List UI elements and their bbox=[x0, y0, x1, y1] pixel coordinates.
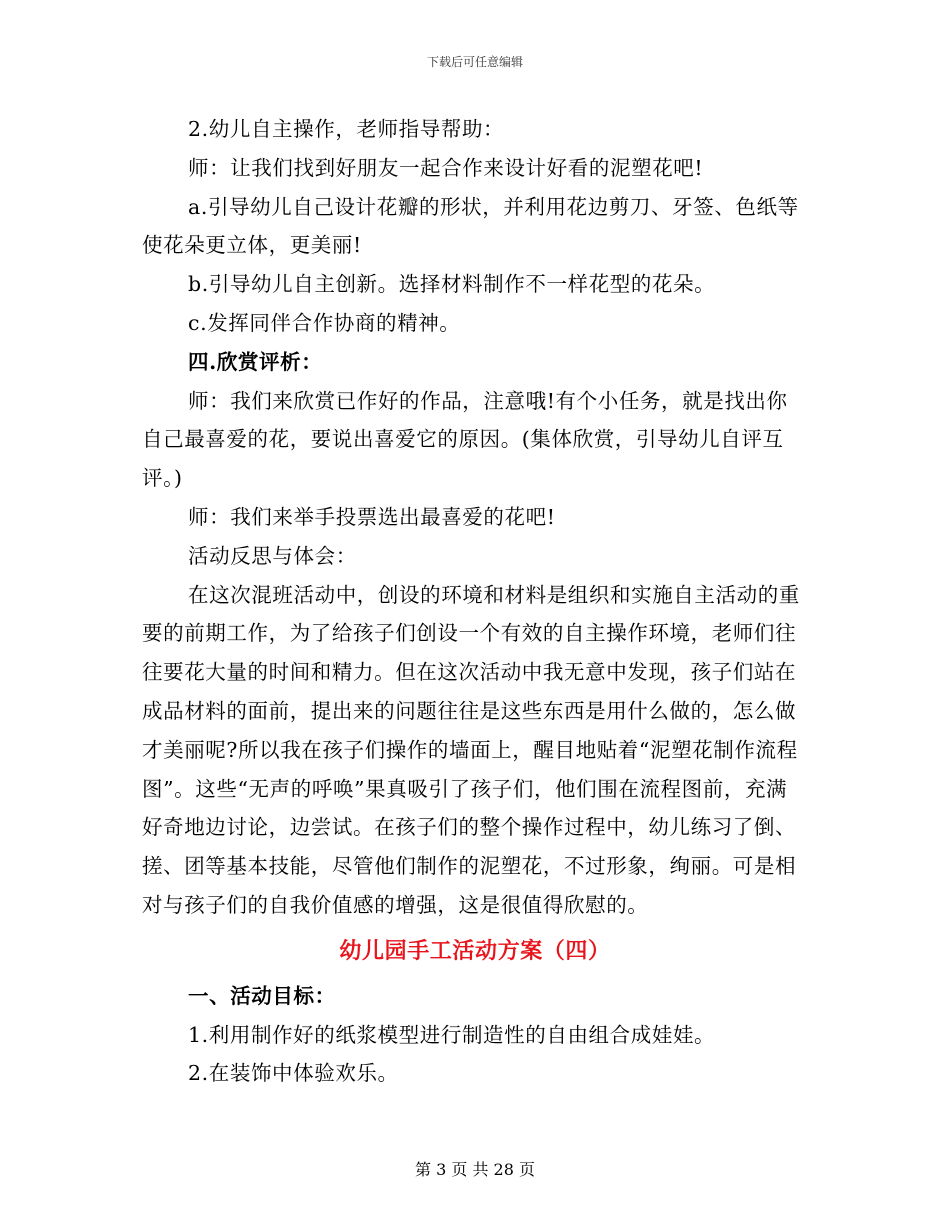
paragraph: c.发挥同伴合作协商的精神。 bbox=[188, 310, 461, 335]
paragraph: 在这次混班活动中，创设的环境和材料是组织和实施自主活动的重要的前期工作，为了给孩子们创设一个有效的自主操作环境，老师们往往要花大量的时间和精力。但在这次活动中我无意中发现，孩子们站在成品材料的面前，提出来的问题往往是这些东西是用什么做的，怎么做才美丽呢?所以我在孩子们操作的墙面上，醒目地贴着“泥塑花制作流程图”。这些“无声的呼唤”果真吸引了孩子们，他们围在流程图前，充满好奇地边讨论，边尝试。在孩子们的整个操作过程中，幼儿练习了倒、搓、团等基本技能，尽管他们制作的泥塑花，不过形象，绚丽。可是相对与孩子们的自我价值感的增强，这是很值得欣慰的。 bbox=[142, 582, 800, 917]
paragraph: 1.利用制作好的纸浆模型进行制造性的自由组合成娃娃。 bbox=[188, 1022, 716, 1047]
paragraph: 师：我们来欣赏已作好的作品，注意哦!有个小任务，就是找出你自己最喜爱的花，要说出喜爱它的原因。(集体欣赏，引导幼儿自评互评。) bbox=[142, 388, 788, 491]
paragraph: 活动反思与体会： bbox=[188, 543, 357, 568]
paragraph: a.引导幼儿自己设计花瓣的形状，并利用花边剪刀、牙签、色纸等使花朵更立体，更美丽! bbox=[142, 194, 799, 258]
page-number: 第 3 页 共 28 页 bbox=[415, 1160, 535, 1179]
document-body bbox=[142, 110, 808, 1093]
download-note: 下载后可任意编辑 bbox=[426, 55, 523, 69]
paragraph: b.引导幼儿自主创新。选择材料制作不一样花型的花朵。 bbox=[188, 272, 716, 297]
section-heading: 一、活动目标： bbox=[188, 983, 336, 1008]
paragraph: 2.幼儿自主操作，老师指导帮助： bbox=[188, 117, 505, 141]
section-heading: 四.欣赏评析： bbox=[188, 349, 323, 374]
paragraph: 2.在装饰中体验欢乐。 bbox=[188, 1061, 399, 1086]
section-title: 幼儿园手工活动方案（四） bbox=[339, 937, 611, 964]
paragraph: 师：我们来举手投票选出最喜爱的花吧! bbox=[188, 504, 556, 529]
paragraph: 师：让我们找到好朋友一起合作来设计好看的泥塑花吧! bbox=[188, 155, 704, 180]
